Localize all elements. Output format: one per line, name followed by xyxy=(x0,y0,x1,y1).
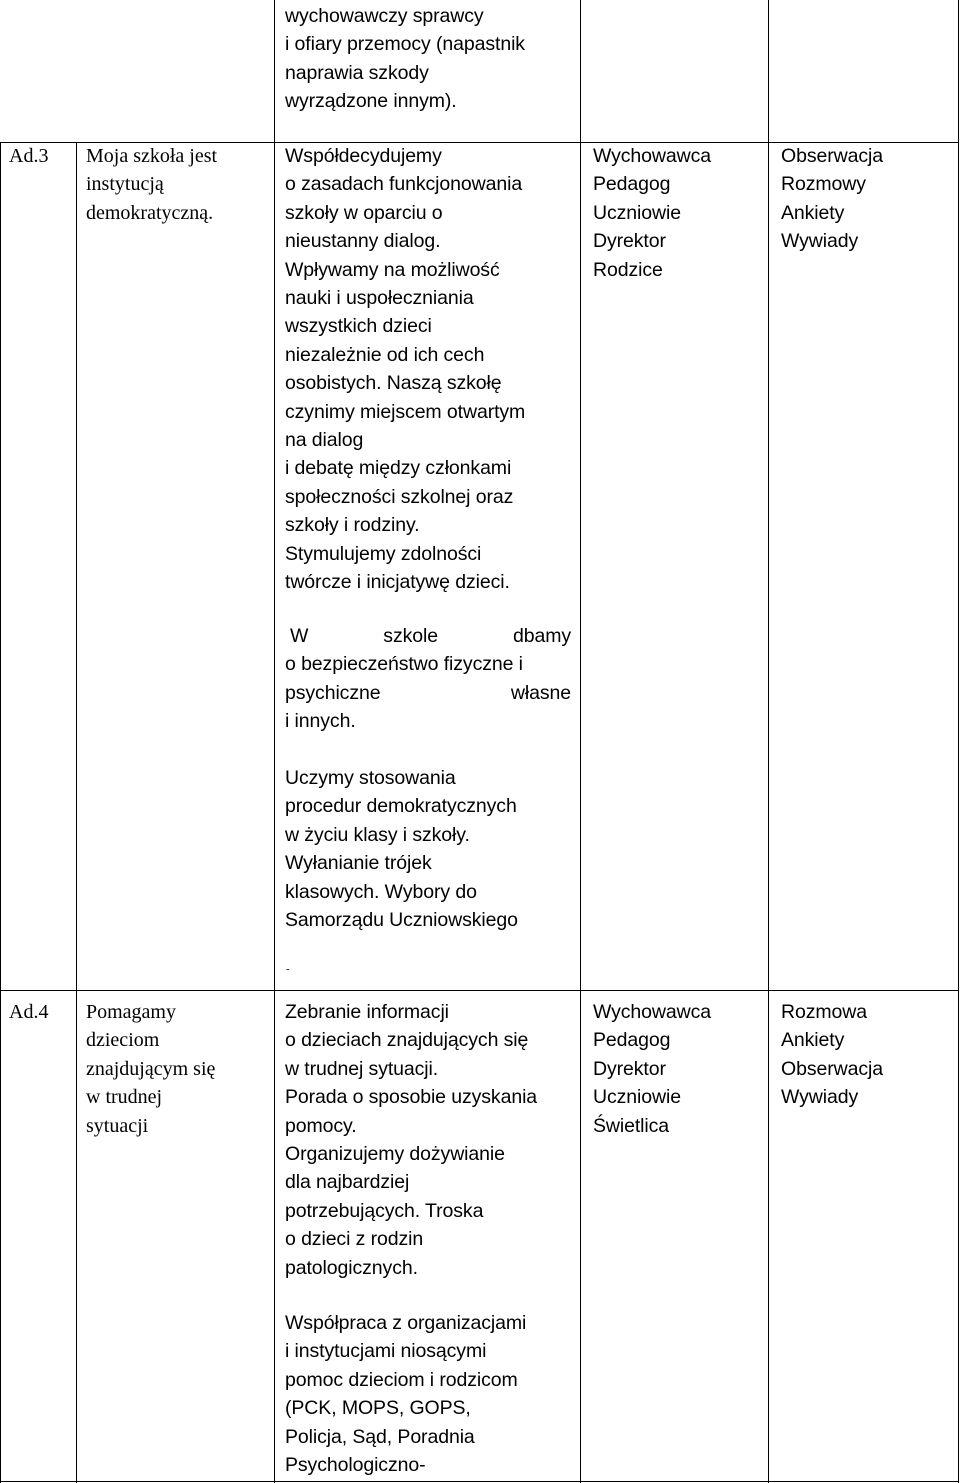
text-line: i ofiary przemocy (napastnik xyxy=(285,33,525,56)
method-item: Ankiety xyxy=(781,201,845,224)
goal-ad3 xyxy=(86,142,272,227)
responsible-item: Rodzice xyxy=(593,258,663,281)
responsible-item: Wychowawca xyxy=(593,1001,712,1023)
text-line: nauki i uspołeczniania xyxy=(285,287,474,310)
text-line-justified: W szkole dbamy xyxy=(290,625,571,647)
text-line: wyrządzone innym). xyxy=(285,90,457,113)
tail-mark: - xyxy=(286,963,290,975)
goal-line: Moja szkoła jest xyxy=(86,145,218,167)
text-line: wychowawczy sprawcy xyxy=(285,5,484,27)
row-id: Ad.3 xyxy=(9,145,49,167)
text-line: Porada o sposobie uzyskania xyxy=(285,1086,538,1109)
col-divider-3-ad4 xyxy=(580,990,581,1483)
responsible-item: Wychowawca xyxy=(593,145,712,167)
method-item: Rozmowy xyxy=(781,173,866,196)
text-line: o dzieciach znajdujących się xyxy=(285,1029,529,1052)
text-line: o zasadach funkcjonowania xyxy=(285,173,523,196)
col-divider-1-row2 xyxy=(76,142,77,990)
responsible-ad4 xyxy=(593,998,765,1140)
col-divider-left-ad3 xyxy=(0,142,1,990)
goal-line: Pomagamy xyxy=(86,1001,176,1023)
text-line: Uczymy stosowania xyxy=(285,767,456,789)
text-line: i debatę między członkami xyxy=(285,457,512,480)
text-line: i instytucjami niosącymi xyxy=(285,1340,487,1363)
text-line: klasowych. Wybory do xyxy=(285,880,477,903)
text-line: Samorządu Uczniowskiego xyxy=(285,909,518,932)
method-item: Obserwacja xyxy=(781,1057,883,1080)
row-id: Ad.4 xyxy=(9,1001,49,1023)
responsible-item: Uczniowie xyxy=(593,201,681,224)
responsible-item: Dyrektor xyxy=(593,230,666,253)
row-divider-bottom xyxy=(0,1481,959,1482)
text-line: szkoły w oparciu o xyxy=(285,201,443,224)
text-line: Psychologiczno- xyxy=(285,1454,426,1477)
text-line: nieustanny dialog. xyxy=(285,230,441,253)
text-line: potrzebujących. Troska xyxy=(285,1199,484,1222)
responsible-item: Pedagog xyxy=(593,1029,671,1052)
text-line: Współdecydujemy xyxy=(285,145,442,167)
actions-ad3-b xyxy=(285,622,571,736)
col-divider-right-ad4 xyxy=(958,990,959,1483)
responsible-item: Uczniowie xyxy=(593,1086,681,1109)
goal-line: dzieciom xyxy=(86,1029,160,1052)
actions-ad3-c xyxy=(285,764,575,934)
text-line: Organizujemy dożywianie xyxy=(285,1143,505,1166)
col-divider-right xyxy=(958,0,959,990)
method-item: Wywiady xyxy=(781,230,859,253)
row-id-ad4 xyxy=(9,998,75,1026)
goal-line: demokratyczną. xyxy=(86,201,214,224)
actions-ad4-b xyxy=(285,1309,577,1479)
goal-line: w trudnej xyxy=(86,1086,163,1109)
text-line: patologicznych. xyxy=(285,1256,418,1279)
responsible-item: Świetlica xyxy=(593,1114,670,1137)
text-line: społeczności szkolnej oraz xyxy=(285,485,514,508)
actions-ad3-a xyxy=(285,142,575,597)
text-line: w życiu klasy i szkoły. xyxy=(285,823,470,846)
text-line: osobistych. Naszą szkołę xyxy=(285,372,502,395)
responsible-item: Dyrektor xyxy=(593,1057,666,1080)
text-line: wszystkich dzieci xyxy=(285,315,432,338)
text-line: na dialog xyxy=(285,429,364,452)
text-line: Zebranie informacji xyxy=(285,1001,449,1023)
actions-ad4-a xyxy=(285,998,577,1282)
text-line: Stymulujemy zdolności xyxy=(285,542,482,565)
actions-ad3-c-tail xyxy=(286,962,306,976)
goal-line: znajdującym się xyxy=(86,1057,216,1080)
col-divider-left-ad4 xyxy=(0,990,1,1483)
method-item: Obserwacja xyxy=(781,145,883,167)
col-divider-1-ad4 xyxy=(76,990,77,1483)
text-line: czynimy miejscem otwartym xyxy=(285,400,526,423)
text-line: dla najbardziej xyxy=(285,1171,410,1194)
text-line: Współpraca z organizacjami xyxy=(285,1312,527,1334)
text-line: procedur demokratycznych xyxy=(285,795,517,818)
text-line: twórcze i inicjatywę dzieci. xyxy=(285,571,510,594)
text-line: w trudnej sytuacji. xyxy=(285,1057,439,1080)
goal-line: sytuacji xyxy=(86,1114,149,1137)
text-line: (PCK, MOPS, GOPS, xyxy=(285,1397,471,1420)
col-divider-2-ad4 xyxy=(274,990,275,1483)
text-line-justified: psychiczne własne xyxy=(285,681,571,704)
text-line: Policja, Sąd, Poradnia xyxy=(285,1425,475,1448)
text-line: pomoc dzieciom i rodzicom xyxy=(285,1368,518,1391)
responsible-item: Pedagog xyxy=(593,173,671,196)
methods-ad3 xyxy=(781,142,955,256)
method-item: Ankiety xyxy=(781,1029,845,1052)
text-line: o bezpieczeństwo fizyczne i xyxy=(285,653,523,676)
top-fragment-actions xyxy=(285,2,575,116)
row-id-ad3 xyxy=(9,142,75,170)
text-line: Wyłanianie trójek xyxy=(285,852,432,875)
col-divider-4 xyxy=(768,0,769,990)
col-divider-4-ad4 xyxy=(768,990,769,1483)
text-line: niezależnie od ich cech xyxy=(285,343,485,366)
row-divider-top-ad4 xyxy=(0,990,959,991)
method-item: Wywiady xyxy=(781,1086,859,1109)
text-line: naprawia szkody xyxy=(285,61,429,84)
text-line: szkoły i rodziny. xyxy=(285,514,420,537)
responsible-ad3 xyxy=(593,142,765,284)
methods-ad4 xyxy=(781,998,955,1112)
method-item: Rozmowa xyxy=(781,1001,867,1023)
text-line: Wpływamy na możliwość xyxy=(285,258,500,281)
col-divider-2 xyxy=(274,0,275,990)
text-line: o dzieci z rodzin xyxy=(285,1228,424,1251)
goal-line: instytucją xyxy=(86,173,164,196)
text-line: i innych. xyxy=(285,710,356,733)
goal-ad4 xyxy=(86,998,272,1140)
text-line: pomocy. xyxy=(285,1114,357,1137)
col-divider-3 xyxy=(580,0,581,990)
